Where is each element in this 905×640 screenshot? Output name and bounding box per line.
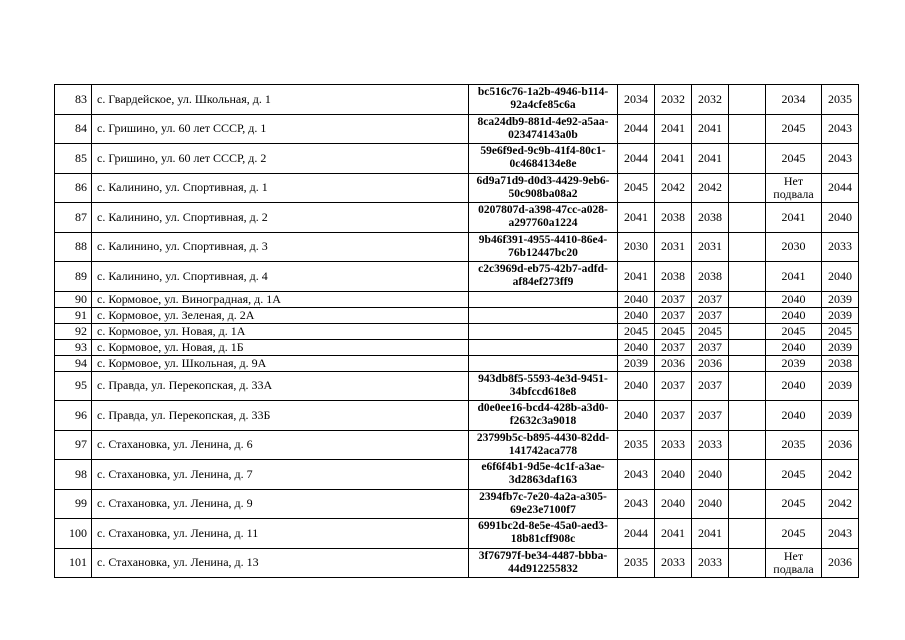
year-cell-4	[729, 291, 766, 307]
year-cell-4	[729, 323, 766, 339]
guid-cell: 2394fb7c-7e20-4a2a-a305-69e23e7100f7	[469, 489, 618, 519]
year-cell-5: 2043	[822, 114, 859, 144]
row-number: 84	[55, 114, 92, 144]
table-row	[55, 401, 859, 431]
year-cell-2: 2037	[655, 401, 692, 431]
year-cell-1: 2043	[618, 489, 655, 519]
year-cell-4	[729, 401, 766, 431]
year-cell-4	[729, 339, 766, 355]
year-cell-5: 2038	[822, 355, 859, 371]
year-cell-3: 2037	[692, 371, 729, 401]
guid-cell: 59e6f9ed-9c9b-41f4-80c1-0c4684134e8e	[469, 144, 618, 174]
year-cell-2: 2037	[655, 307, 692, 323]
housing-table	[54, 84, 859, 578]
guid-cell: 3f76797f-be34-4487-bbba-44d912255832	[469, 548, 618, 578]
address-cell: с. Калинино, ул. Спортивная, д. 4	[92, 262, 469, 292]
year-cell-2: 2038	[655, 262, 692, 292]
year-cell-5: 2035	[822, 85, 859, 115]
year-cell-5: 2043	[822, 519, 859, 549]
basement-year-cell: 2045	[766, 323, 822, 339]
row-number: 94	[55, 355, 92, 371]
year-cell-2: 2041	[655, 519, 692, 549]
row-number: 101	[55, 548, 92, 578]
row-number: 95	[55, 371, 92, 401]
row-number: 100	[55, 519, 92, 549]
guid-cell: 0207807d-a398-47cc-a028-a297760a1224	[469, 203, 618, 233]
year-cell-3: 2036	[692, 355, 729, 371]
year-cell-3: 2037	[692, 401, 729, 431]
basement-year-cell: 2034	[766, 85, 822, 115]
table-row	[55, 371, 859, 401]
year-cell-2: 2041	[655, 114, 692, 144]
basement-year-cell: 2030	[766, 232, 822, 262]
year-cell-2: 2042	[655, 173, 692, 203]
address-cell: с. Стахановка, ул. Ленина, д. 13	[92, 548, 469, 578]
year-cell-3: 2032	[692, 85, 729, 115]
year-cell-3: 2041	[692, 144, 729, 174]
year-cell-5: 2039	[822, 291, 859, 307]
year-cell-3: 2045	[692, 323, 729, 339]
row-number: 86	[55, 173, 92, 203]
year-cell-1: 2030	[618, 232, 655, 262]
year-cell-1: 2040	[618, 307, 655, 323]
row-number: 99	[55, 489, 92, 519]
address-cell: с. Стахановка, ул. Ленина, д. 11	[92, 519, 469, 549]
year-cell-1: 2034	[618, 85, 655, 115]
year-cell-4	[729, 371, 766, 401]
address-cell: с. Кормовое, ул. Зеленая, д. 2А	[92, 307, 469, 323]
address-cell: с. Правда, ул. Перекопская, д. 33А	[92, 371, 469, 401]
year-cell-1: 2045	[618, 323, 655, 339]
basement-year-cell: 2045	[766, 144, 822, 174]
guid-cell: 6d9a71d9-d0d3-4429-9eb6-50c908ba08a2	[469, 173, 618, 203]
address-cell: с. Калинино, ул. Спортивная, д. 1	[92, 173, 469, 203]
year-cell-3: 2031	[692, 232, 729, 262]
year-cell-1: 2040	[618, 291, 655, 307]
year-cell-5: 2039	[822, 401, 859, 431]
year-cell-4	[729, 203, 766, 233]
guid-cell	[469, 339, 618, 355]
year-cell-5: 2040	[822, 203, 859, 233]
year-cell-3: 2037	[692, 307, 729, 323]
year-cell-3: 2038	[692, 203, 729, 233]
year-cell-4	[729, 430, 766, 460]
year-cell-1: 2043	[618, 460, 655, 490]
address-cell: с. Гришино, ул. 60 лет СССР, д. 2	[92, 144, 469, 174]
table-row	[55, 144, 859, 174]
guid-cell: c2c3969d-eb75-42b7-adfd-af84ef273ff9	[469, 262, 618, 292]
year-cell-2: 2040	[655, 489, 692, 519]
address-cell: с. Кормовое, ул. Новая, д. 1А	[92, 323, 469, 339]
year-cell-1: 2045	[618, 173, 655, 203]
address-cell: с. Калинино, ул. Спортивная, д. 3	[92, 232, 469, 262]
year-cell-1: 2044	[618, 114, 655, 144]
table-row	[55, 262, 859, 292]
table-row	[55, 355, 859, 371]
table-row	[55, 291, 859, 307]
guid-cell: 943db8f5-5593-4e3d-9451-34bfccd618e8	[469, 371, 618, 401]
year-cell-4	[729, 519, 766, 549]
year-cell-4	[729, 173, 766, 203]
row-number: 87	[55, 203, 92, 233]
row-number: 83	[55, 85, 92, 115]
year-cell-5: 2042	[822, 489, 859, 519]
row-number: 97	[55, 430, 92, 460]
year-cell-3: 2038	[692, 262, 729, 292]
basement-year-cell: 2040	[766, 291, 822, 307]
year-cell-2: 2038	[655, 203, 692, 233]
guid-cell: 9b46f391-4955-4410-86e4-76b12447bc20	[469, 232, 618, 262]
address-cell: с. Гвардейское, ул. Школьная, д. 1	[92, 85, 469, 115]
year-cell-1: 2040	[618, 339, 655, 355]
year-cell-4	[729, 114, 766, 144]
year-cell-3: 2037	[692, 291, 729, 307]
basement-year-cell: 2040	[766, 401, 822, 431]
guid-cell: 23799b5c-b895-4430-82dd-141742aca778	[469, 430, 618, 460]
guid-cell: 8ca24db9-881d-4e92-a5aa-023474143a0b	[469, 114, 618, 144]
address-cell: с. Кормовое, ул. Виноградная, д. 1А	[92, 291, 469, 307]
address-cell: с. Стахановка, ул. Ленина, д. 9	[92, 489, 469, 519]
year-cell-1: 2041	[618, 203, 655, 233]
row-number: 96	[55, 401, 92, 431]
guid-cell: 6991bc2d-8e5e-45a0-aed3-18b81cff908c	[469, 519, 618, 549]
basement-year-cell: 2040	[766, 371, 822, 401]
year-cell-1: 2044	[618, 144, 655, 174]
guid-cell	[469, 323, 618, 339]
year-cell-5: 2040	[822, 262, 859, 292]
basement-year-cell: 2045	[766, 460, 822, 490]
table-row	[55, 548, 859, 578]
year-cell-5: 2036	[822, 548, 859, 578]
year-cell-4	[729, 262, 766, 292]
address-cell: с. Кормовое, ул. Школьная, д. 9А	[92, 355, 469, 371]
year-cell-1: 2044	[618, 519, 655, 549]
year-cell-2: 2031	[655, 232, 692, 262]
basement-year-cell: 2039	[766, 355, 822, 371]
year-cell-5: 2044	[822, 173, 859, 203]
year-cell-5: 2043	[822, 144, 859, 174]
address-cell: с. Гришино, ул. 60 лет СССР, д. 1	[92, 114, 469, 144]
guid-cell	[469, 355, 618, 371]
year-cell-5: 2039	[822, 339, 859, 355]
row-number: 93	[55, 339, 92, 355]
table-row	[55, 173, 859, 203]
year-cell-3: 2040	[692, 489, 729, 519]
basement-year-cell: Нет подвала	[766, 548, 822, 578]
year-cell-2: 2033	[655, 430, 692, 460]
year-cell-5: 2039	[822, 371, 859, 401]
year-cell-2: 2040	[655, 460, 692, 490]
year-cell-2: 2041	[655, 144, 692, 174]
guid-cell	[469, 291, 618, 307]
year-cell-1: 2040	[618, 371, 655, 401]
year-cell-2: 2037	[655, 339, 692, 355]
year-cell-3: 2041	[692, 114, 729, 144]
year-cell-4	[729, 232, 766, 262]
year-cell-4	[729, 548, 766, 578]
row-number: 90	[55, 291, 92, 307]
table-row	[55, 430, 859, 460]
year-cell-1: 2039	[618, 355, 655, 371]
address-cell: с. Калинино, ул. Спортивная, д. 2	[92, 203, 469, 233]
year-cell-4	[729, 307, 766, 323]
table-row	[55, 307, 859, 323]
row-number: 91	[55, 307, 92, 323]
year-cell-5: 2039	[822, 307, 859, 323]
year-cell-3: 2033	[692, 548, 729, 578]
basement-year-cell: 2041	[766, 203, 822, 233]
year-cell-2: 2036	[655, 355, 692, 371]
basement-year-cell: 2045	[766, 489, 822, 519]
address-cell: с. Стахановка, ул. Ленина, д. 6	[92, 430, 469, 460]
guid-cell: bc516c76-1a2b-4946-b114-92a4cfe85c6a	[469, 85, 618, 115]
year-cell-2: 2032	[655, 85, 692, 115]
year-cell-2: 2037	[655, 291, 692, 307]
year-cell-2: 2045	[655, 323, 692, 339]
table-row	[55, 460, 859, 490]
row-number: 88	[55, 232, 92, 262]
year-cell-4	[729, 489, 766, 519]
row-number: 89	[55, 262, 92, 292]
year-cell-3: 2033	[692, 430, 729, 460]
year-cell-4	[729, 144, 766, 174]
year-cell-3: 2040	[692, 460, 729, 490]
table-row	[55, 114, 859, 144]
address-cell: с. Стахановка, ул. Ленина, д. 7	[92, 460, 469, 490]
address-cell: с. Кормовое, ул. Новая, д. 1Б	[92, 339, 469, 355]
table-row	[55, 519, 859, 549]
row-number: 92	[55, 323, 92, 339]
table-row	[55, 339, 859, 355]
year-cell-5: 2033	[822, 232, 859, 262]
year-cell-1: 2041	[618, 262, 655, 292]
year-cell-2: 2033	[655, 548, 692, 578]
basement-year-cell: 2040	[766, 339, 822, 355]
basement-year-cell: Нет подвала	[766, 173, 822, 203]
year-cell-1: 2035	[618, 430, 655, 460]
year-cell-1: 2035	[618, 548, 655, 578]
year-cell-3: 2042	[692, 173, 729, 203]
table-row	[55, 489, 859, 519]
year-cell-3: 2037	[692, 339, 729, 355]
year-cell-2: 2037	[655, 371, 692, 401]
row-number: 85	[55, 144, 92, 174]
year-cell-5: 2036	[822, 430, 859, 460]
year-cell-4	[729, 85, 766, 115]
year-cell-5: 2045	[822, 323, 859, 339]
year-cell-3: 2041	[692, 519, 729, 549]
table-row	[55, 232, 859, 262]
year-cell-4	[729, 355, 766, 371]
table-row	[55, 323, 859, 339]
basement-year-cell: 2041	[766, 262, 822, 292]
basement-year-cell: 2040	[766, 307, 822, 323]
guid-cell	[469, 307, 618, 323]
basement-year-cell: 2035	[766, 430, 822, 460]
guid-cell: d0e0ee16-bcd4-428b-a3d0-f2632c3a9018	[469, 401, 618, 431]
basement-year-cell: 2045	[766, 114, 822, 144]
year-cell-4	[729, 460, 766, 490]
year-cell-1: 2040	[618, 401, 655, 431]
guid-cell: e6f6f4b1-9d5e-4c1f-a3ae-3d2863daf163	[469, 460, 618, 490]
table-row	[55, 203, 859, 233]
row-number: 98	[55, 460, 92, 490]
basement-year-cell: 2045	[766, 519, 822, 549]
address-cell: с. Правда, ул. Перекопская, д. 33Б	[92, 401, 469, 431]
year-cell-5: 2042	[822, 460, 859, 490]
table-body	[55, 85, 859, 578]
table-row	[55, 85, 859, 115]
